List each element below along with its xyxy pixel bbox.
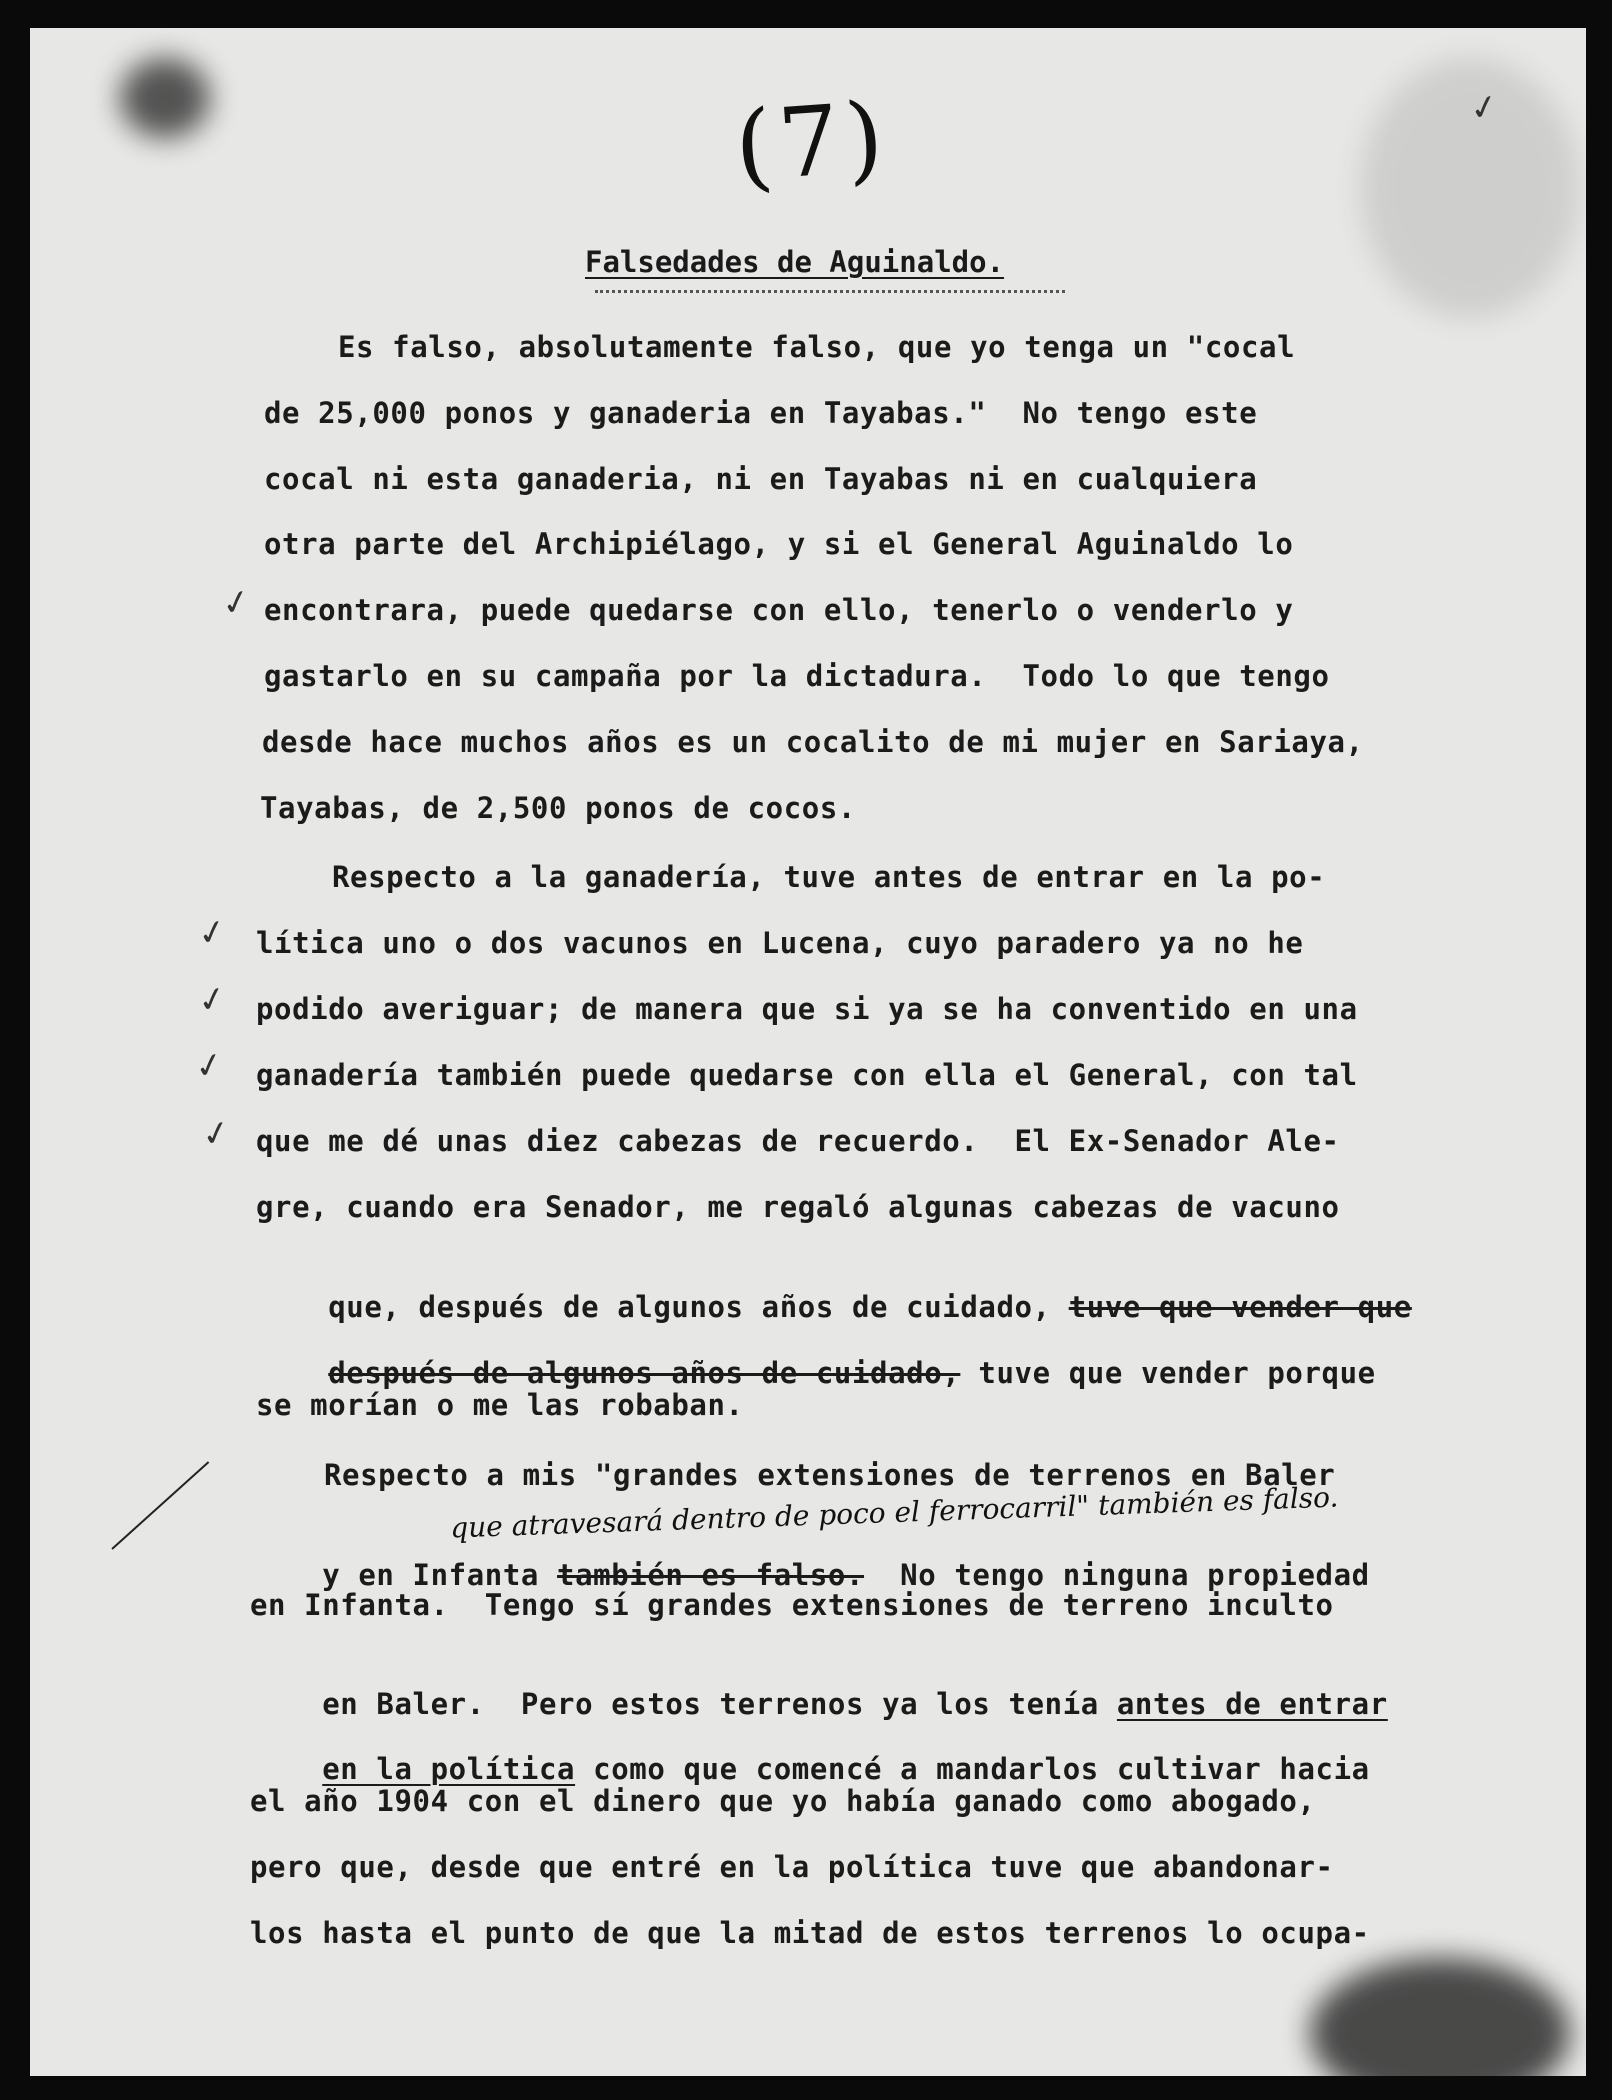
text-line: podido averiguar; de manera que si ya se ha conventido en una (256, 992, 1358, 1026)
text-line: Respecto a la ganadería, tuve antes de entrar en la po- (332, 860, 1326, 894)
text-line: lítica uno o dos vacunos en Lucena, cuyo paradero ya no he (256, 926, 1304, 960)
ink-smudge (120, 58, 210, 138)
margin-check-icon: ✓ (194, 977, 231, 1023)
page-title: Falsedades de Aguinaldo. (585, 245, 1005, 279)
text-line: se morían o me las robaban. (256, 1388, 744, 1422)
margin-check-icon: ✓ (218, 580, 255, 626)
document-page (30, 28, 1586, 2076)
text-line: Tayabas, de 2,500 ponos de cocos. (260, 791, 856, 825)
text-line: gastarlo en su campaña por la dictadura. Todo lo que tengo (264, 659, 1330, 693)
text-line: de 25,000 ponos y ganaderia en Tayabas." No tengo este (264, 396, 1258, 430)
underlined-text: antes de entrar (1116, 1687, 1388, 1721)
ink-smudge (1310, 1958, 1570, 2076)
margin-check-icon: ✓ (1466, 85, 1503, 131)
margin-check-icon: ✓ (198, 1111, 235, 1157)
margin-check-icon: ✓ (191, 1043, 228, 1089)
text-line: los hasta el punto de que la mitad de estos terrenos lo ocupa- (250, 1916, 1370, 1950)
text-line: ganadería también puede quedarse con ella el General, con tal (256, 1058, 1358, 1092)
struck-text: tuve que vender que (1068, 1290, 1412, 1324)
margin-pen-stroke (111, 1461, 209, 1549)
text-line: pero que, desde que entré en la política tuve que abandonar- (250, 1850, 1334, 1884)
handwritten-insertion: que atravesará dentro de poco el ferrocarril" también es falso. (449, 1480, 1339, 1545)
text-segment: y en Infanta (322, 1558, 558, 1592)
text-segment: que, después de algunos años de cuidado, (328, 1290, 1069, 1324)
title-dots (595, 290, 1065, 293)
page-number: (7) (731, 80, 893, 204)
underlined-text: en la política (322, 1752, 576, 1786)
text-line: desde hace muchos años es un cocalito de mi mujer en Sariaya, (262, 725, 1364, 759)
text-segment: como que comencé a mandarlos cultivar hacia (575, 1752, 1370, 1786)
text-segment: tuve que vender porque (960, 1356, 1376, 1390)
text-line: otra parte del Archipiélago, y si el General Aguinaldo lo (264, 527, 1294, 561)
text-line: cocal ni esta ganaderia, ni en Tayabas ni en cualquiera (264, 462, 1258, 496)
text-line: que me dé unas diez cabezas de recuerdo. El Ex-Senador Ale- (256, 1124, 1340, 1158)
struck-text: después de algunos años de cuidado, (328, 1356, 961, 1390)
text-segment: No tengo ninguna propiedad (864, 1558, 1370, 1592)
text-line: Respecto a mis "grandes extensiones de terrenos en Baler (324, 1458, 1336, 1492)
text-line: el año 1904 con el dinero que yo había ganado como abogado, (250, 1784, 1316, 1818)
text-line: gre, cuando era Senador, me regaló algunas cabezas de vacuno (256, 1190, 1340, 1224)
text-line: encontrara, puede quedarse con ello, tenerlo o venderlo y (264, 593, 1294, 627)
text-line: en Infanta. Tengo sí grandes extensiones de terreno inculto (250, 1588, 1334, 1622)
text-segment: en Baler. Pero estos terrenos ya los tenía (322, 1687, 1117, 1721)
text-line: Es falso, absolutamente falso, que yo tenga un "cocal (338, 330, 1296, 364)
margin-check-icon: ✓ (194, 910, 231, 956)
struck-text: también es falso. (557, 1558, 865, 1592)
